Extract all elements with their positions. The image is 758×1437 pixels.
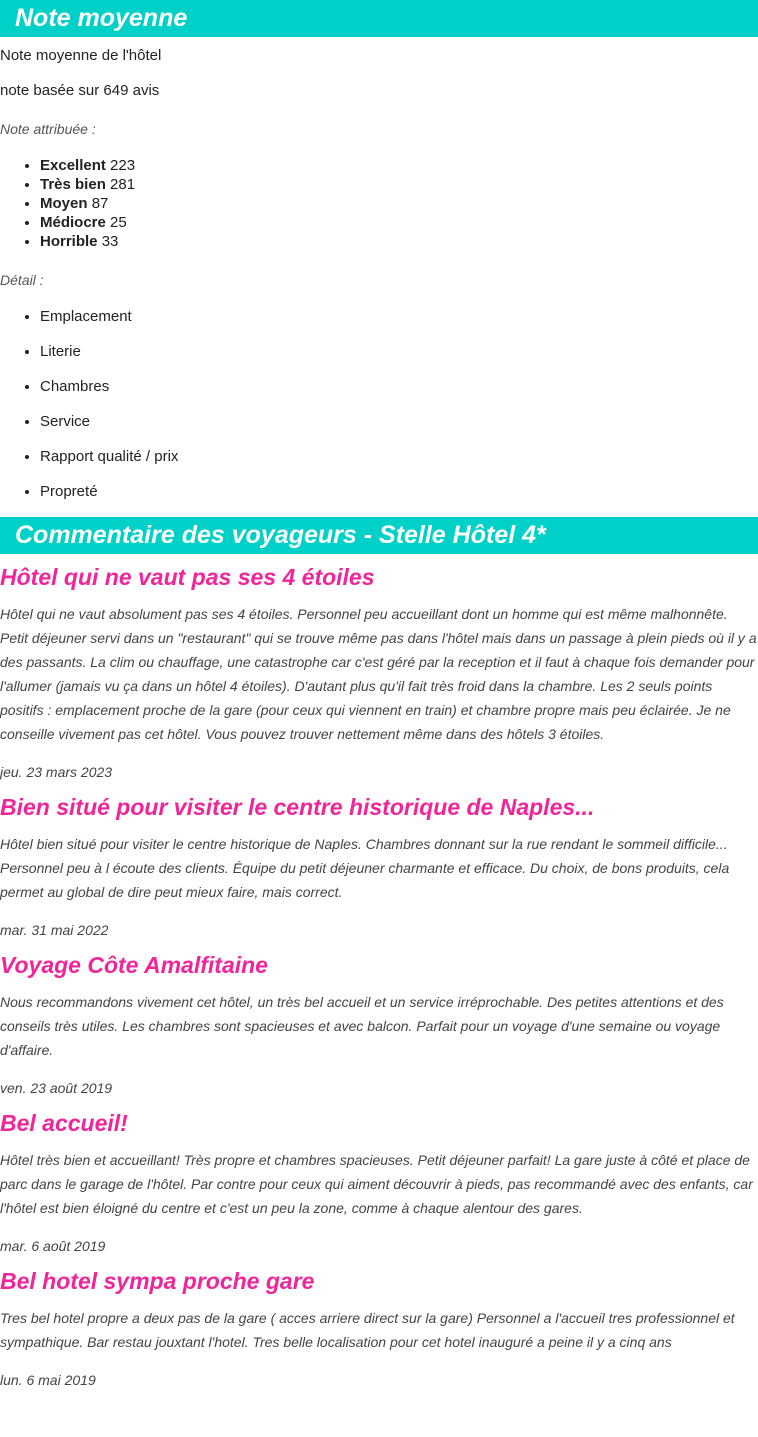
reviews-section-header: Commentaire des voyageurs - Stelle Hôtel 4* [0,517,758,554]
reviews-section [0,517,758,1390]
ratings-list [0,156,758,251]
average-rating-subtitle: Note moyenne de l'hôtel [0,47,162,64]
detail-chambres: • Chambres [40,377,758,397]
review-text: Tres bel hotel propre a deux pas de la gare ( acces arriere direct sur la gare) Personnel a l'accueil tres professionnel et sympathique. Bar restau jouxtant l'hotel. Tres belle localisation pour cet hotel inauguré a peine il y a cinq ans [0,1310,735,1350]
review-item [0,1108,758,1256]
detail-emplacement: • Emplacement [40,307,758,327]
attributed-label: Note attribuée : [0,121,96,137]
review-item [0,950,758,1098]
detail-literie: • Literie [40,342,758,362]
rating-mediocre [40,213,758,232]
rating-label: Horrible [40,233,98,250]
rating-section-header: Note moyenne [0,0,758,37]
detail-service: • Service [40,412,758,432]
rating-count: 33 [101,233,119,250]
review-text: Nous recommandons vivement cet hôtel, un très bel accueil et un service irréprochable. Des petites attentions et des conseils très utiles. Les chambres sont spacieuses et avec balcon. Parfait pour un voyage d'une semaine ou voyage d'affaire. [0,994,724,1058]
review-title: Bel accueil! [0,1110,128,1136]
review-title: Bel hotel sympa proche gare [0,1268,315,1294]
rating-count: 281 [110,176,136,193]
review-title: Hôtel qui ne vaut pas ses 4 étoiles [0,564,375,590]
rating-label: Médiocre [40,214,106,231]
rating-moyen [40,194,758,213]
review-text: Hôtel qui ne vaut absolument pas ses 4 étoiles. Personnel peu accueillant dont un homme qui est même malhonnête. Petit déjeuner servi dans un "restaurant" qui se trouve même pas dans l'hôtel mais dans un passage à plein pieds où il y a des passants. La clim ou chauffage, une catastrophe car c'est géré par la reception et il faut à chaque fois demander pour l'allumer (jamais vu ça dans un hôtel 4 étoiles). D'autant plus qu'il fait très froid dans la chambre. Les 2 seuls points positifs : emplacement proche de la gare (pour ceux qui viennent en train) et chambre propre mais peu éclairée. Je ne conseille vivement pas cet hôtel. Vous pouvez trouver nettement même dans des hôtels 3 étoiles. [0,606,757,742]
review-text: Hôtel bien situé pour visiter le centre historique de Naples. Chambres donnant sur la rue rendant le sommeil difficile... Personnel peu à l écoute des clients. Équipe du petit déjeuner charmante et efficace. Du choix, de bons produits, cela permet au global de dire peut mieux faire, mais correct. [0,836,730,900]
detail-list [0,307,758,502]
review-item [0,792,758,940]
rating-excellent [40,156,758,175]
rating-section [0,0,758,502]
review-date: mar. 31 mai 2022 [0,922,109,938]
detail-rapport-qualite-prix: • Rapport qualité / prix [40,447,758,467]
review-date: ven. 23 août 2019 [0,1080,113,1096]
rating-count: 25 [110,214,127,231]
rating-count: 223 [110,157,136,174]
detail-label: Détail : [0,272,44,288]
review-title: Bien situé pour visiter le centre historique de Naples... [0,794,595,820]
review-date: lun. 6 mai 2019 [0,1372,96,1388]
detail-proprete: • Propreté [40,482,758,502]
rating-label: Excellent [40,157,106,174]
rating-horrible [40,232,758,251]
review-item [0,1266,758,1390]
review-item [0,562,758,782]
rating-label: Moyen [40,195,88,212]
rating-label: Très bien [40,176,106,193]
review-title: Voyage Côte Amalfitaine [0,952,268,978]
rating-count: 87 [91,195,109,212]
rating-tres-bien [40,175,758,194]
review-count-text: note basée sur 649 avis [0,82,160,99]
review-text: Hôtel très bien et accueillant! Très propre et chambres spacieuses. Petit déjeuner parfait! La gare juste à côté et place de parc dans le garage de l'hôtel. Par contre pour ceux qui aiment découvrir à pieds, pas recommandé avec des enfants, car l'hôtel est bien éloigné du centre et c'est un peu la zone, comme à chaque alentour des gares. [0,1152,753,1216]
review-date: mar. 6 août 2019 [0,1238,106,1254]
review-date: jeu. 23 mars 2023 [0,764,113,780]
